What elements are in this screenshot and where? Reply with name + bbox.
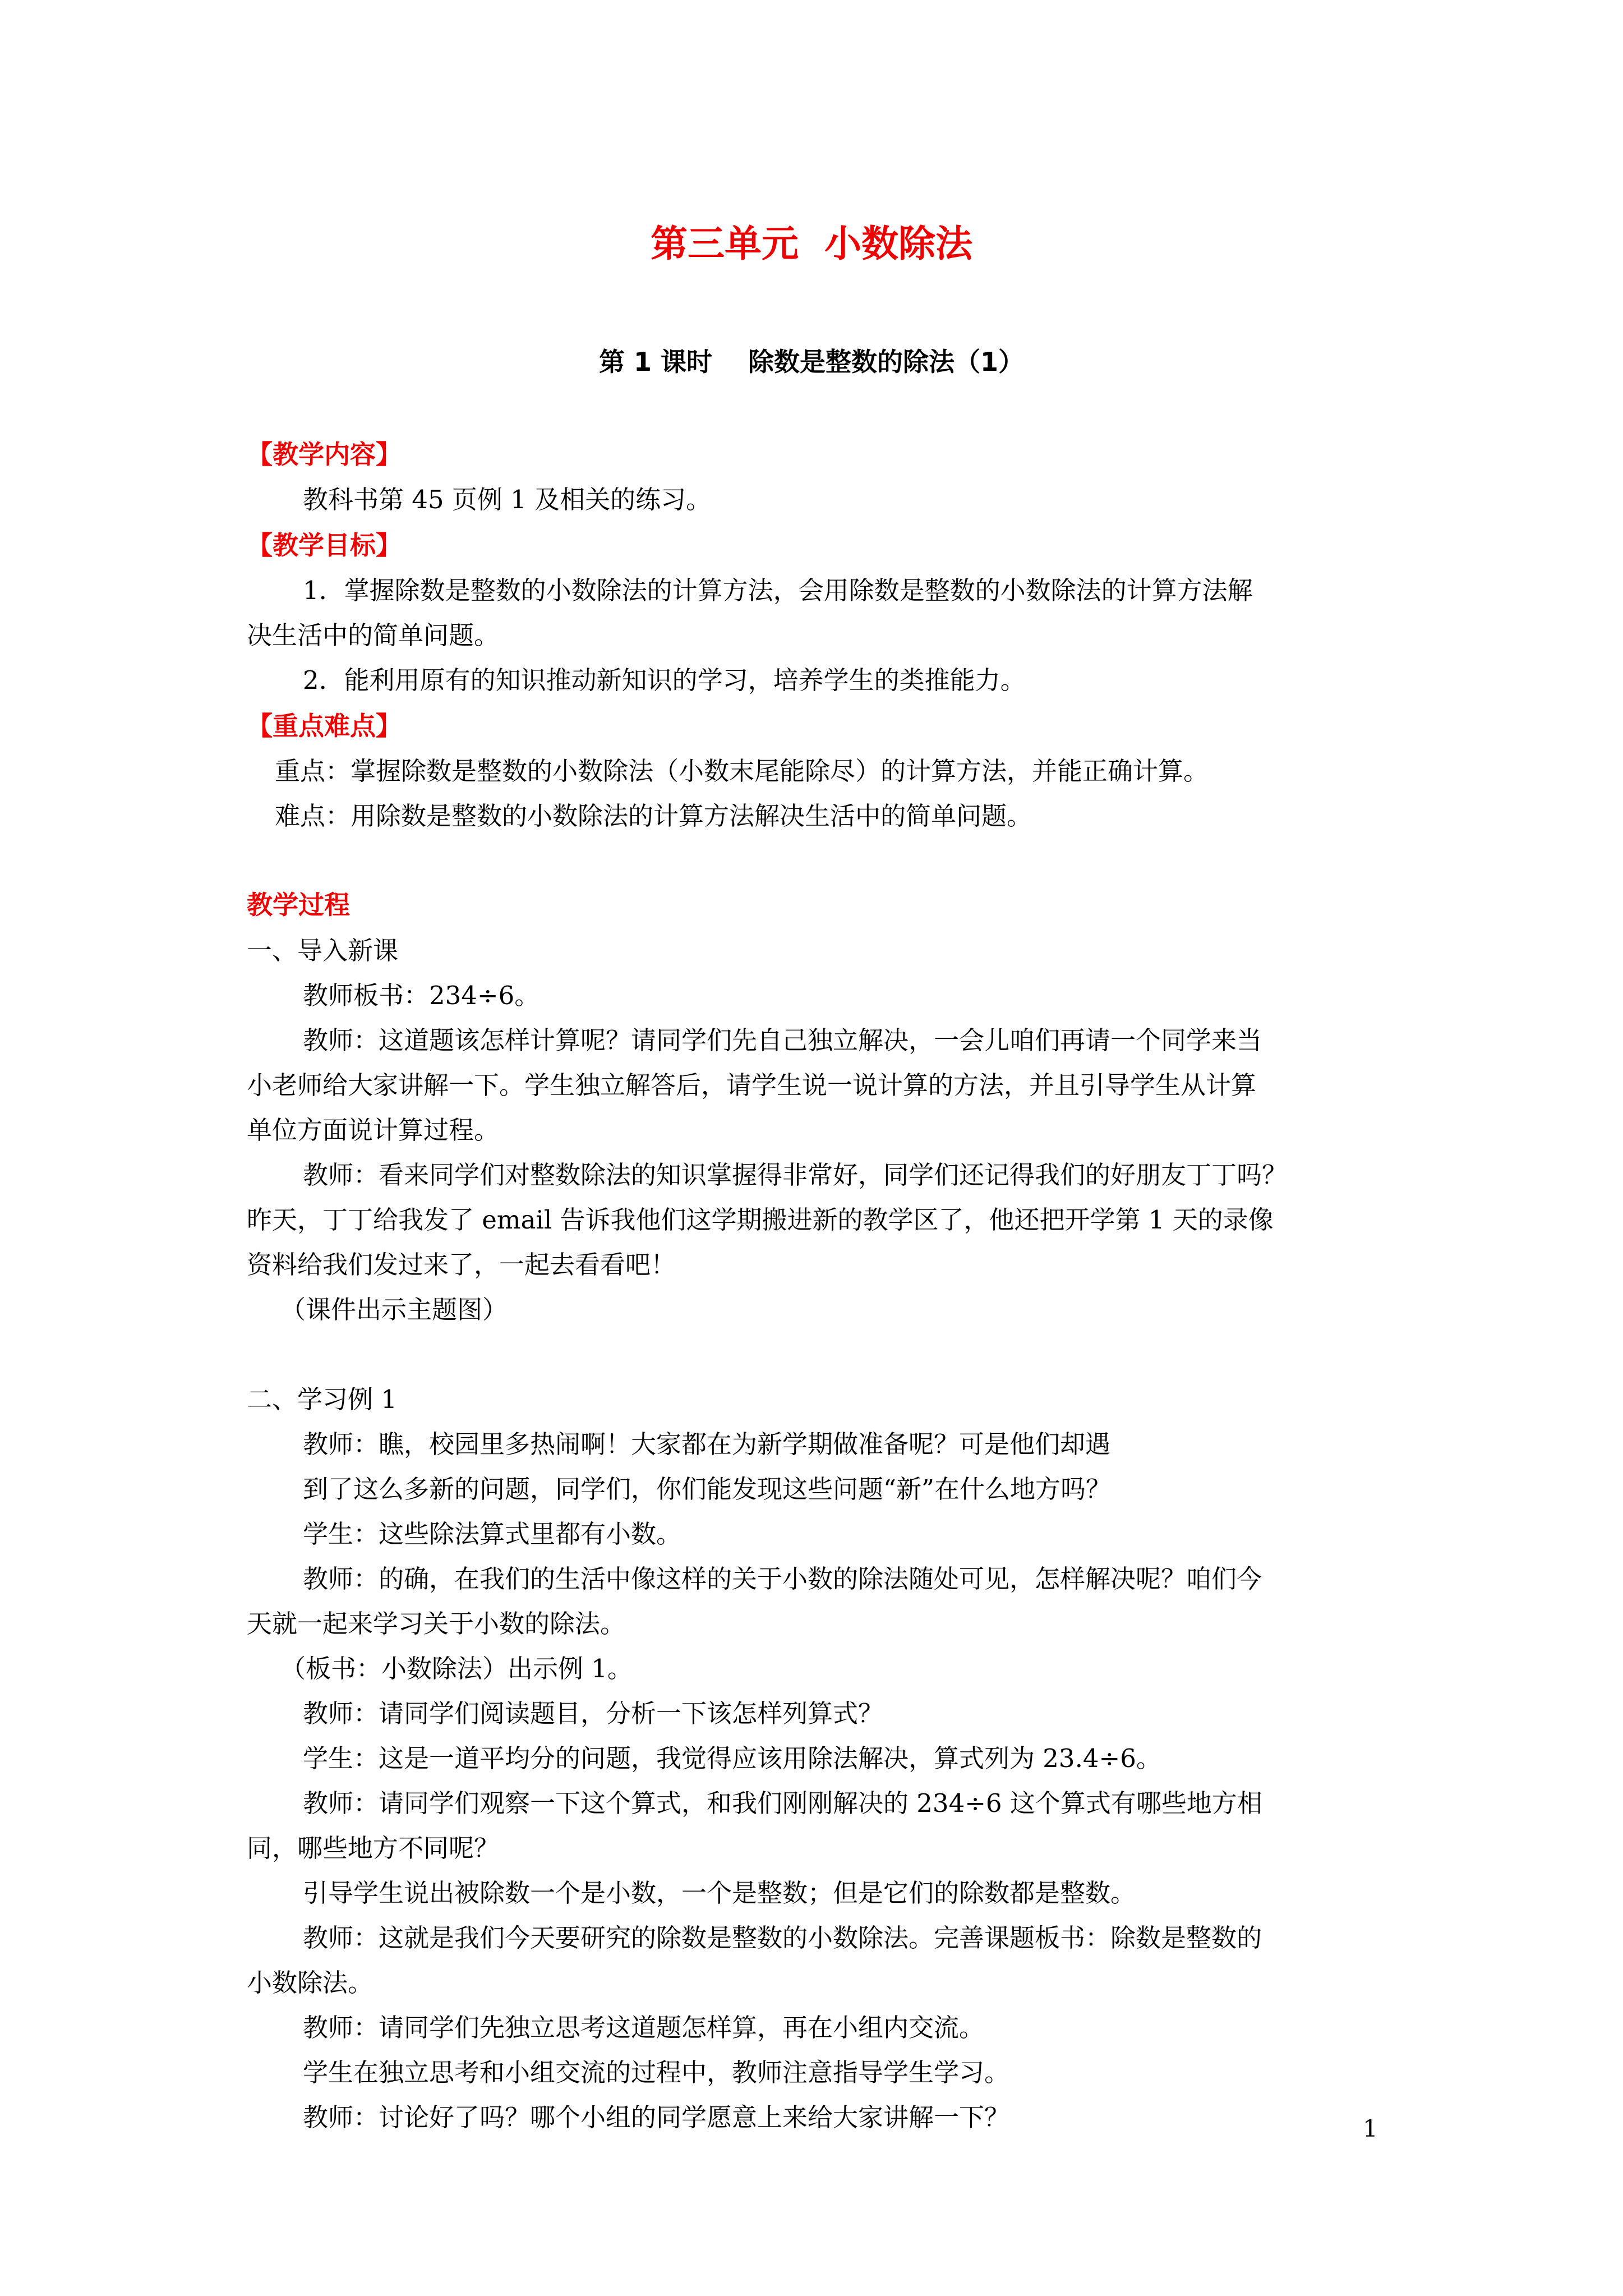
goal-1-line-1: 1．掌握除数是整数的小数除法的计算方法，会用除数是整数的小数除法的计算方法解 <box>303 576 1253 605</box>
part1-paragraph: 教师板书：234÷6。 <box>303 981 540 1010</box>
part2-paragraph: 学生在独立思考和小组交流的过程中，教师注意指导学生学习。 <box>303 2058 1010 2087</box>
part2-paragraph: 学生：这些除法算式里都有小数。 <box>303 1519 682 1549</box>
key-point: 重点：掌握除数是整数的小数除法（小数末尾能除尽）的计算方法，并能正确计算。 <box>275 756 1209 786</box>
difficult-point: 难点：用除数是整数的小数除法的计算方法解决生活中的简单问题。 <box>275 801 1032 831</box>
part1-paragraph: 资料给我们发过来了，一起去看看吧！ <box>247 1250 676 1280</box>
part2-paragraph: 天就一起来学习关于小数的除法。 <box>247 1609 626 1639</box>
goal-2: 2．能利用原有的知识推动新知识的学习，培养学生的类推能力。 <box>303 665 1026 695</box>
part2-paragraph: 教师：讨论好了吗？哪个小组的同学愿意上来给大家讲解一下？ <box>303 2102 1010 2132</box>
content-heading: 【教学内容】 <box>247 439 402 470</box>
goals-heading: 【教学目标】 <box>247 530 402 560</box>
part1-paragraph: 小老师给大家讲解一下。学生独立解答后，请学生说一说计算的方法，并且引导学生从计算 <box>247 1070 1257 1100</box>
page-number: 1 <box>1363 2115 1378 2142</box>
part2-paragraph: 教师：请同学们阅读题目，分析一下该怎样列算式？ <box>303 1699 884 1728</box>
part2-paragraph: 到了这么多新的问题，同学们，你们能发现这些问题“新”在什么地方吗？ <box>303 1474 1112 1504</box>
part2-paragraph: 学生：这是一道平均分的问题，我觉得应该用除法解决，算式列为 23.4÷6。 <box>303 1743 1161 1773</box>
part2-paragraph: 教师：的确，在我们的生活中像这样的关于小数的除法随处可见，怎样解决呢？咱们今 <box>303 1564 1262 1594</box>
part2-paragraph: 小数除法。 <box>247 1968 374 1998</box>
process-heading: 教学过程 <box>247 890 350 920</box>
part2-paragraph: 教师：请同学们观察一下这个算式，和我们刚刚解决的 234÷6 这个算式有哪些地方相 <box>303 1788 1262 1818</box>
part1-paragraph: 昨天，丁丁给我发了 email 告诉我他们这学期搬进新的教学区了，他还把开学第 1 天的录像 <box>247 1205 1274 1235</box>
part2-paragraph: 教师：请同学们先独立思考这道题怎样算，再在小组内交流。 <box>303 2013 985 2042</box>
keypoints-heading: 【重点难点】 <box>247 711 402 741</box>
content-text: 教科书第 45 页例 1 及相关的练习。 <box>303 485 712 514</box>
part1-paragraph: 单位方面说计算过程。 <box>247 1115 500 1145</box>
part1-paragraph: 教师：看来同学们对整数除法的知识掌握得非常好，同学们还记得我们的好朋友丁丁吗？ <box>303 1160 1288 1190</box>
part2-heading: 二、学习例 1 <box>247 1384 397 1414</box>
part1-paragraph: 教师：这道题该怎样计算呢？请同学们先自己独立解决，一会儿咱们再请一个同学来当 <box>303 1025 1262 1055</box>
document-title: 第三单元 小数除法 <box>651 222 972 265</box>
part1-paragraph: （课件出示主题图） <box>280 1295 508 1324</box>
part2-paragraph: （板书：小数除法）出示例 1。 <box>280 1654 633 1683</box>
goal-1-line-2: 决生活中的简单问题。 <box>247 620 500 650</box>
lesson-subtitle: 第 1 课时 除数是整数的除法（1） <box>598 347 1025 377</box>
part2-paragraph: 教师：瞧，校园里多热闹啊！大家都在为新学期做准备呢？可是他们却遇 <box>303 1429 1111 1459</box>
part2-paragraph: 引导学生说出被除数一个是小数，一个是整数；但是它们的除数都是整数。 <box>303 1878 1136 1908</box>
part2-paragraph: 同，哪些地方不同呢？ <box>247 1833 500 1863</box>
part2-paragraph: 教师：这就是我们今天要研究的除数是整数的小数除法。完善课题板书：除数是整数的 <box>303 1923 1262 1953</box>
part1-heading: 一、导入新课 <box>247 936 399 965</box>
